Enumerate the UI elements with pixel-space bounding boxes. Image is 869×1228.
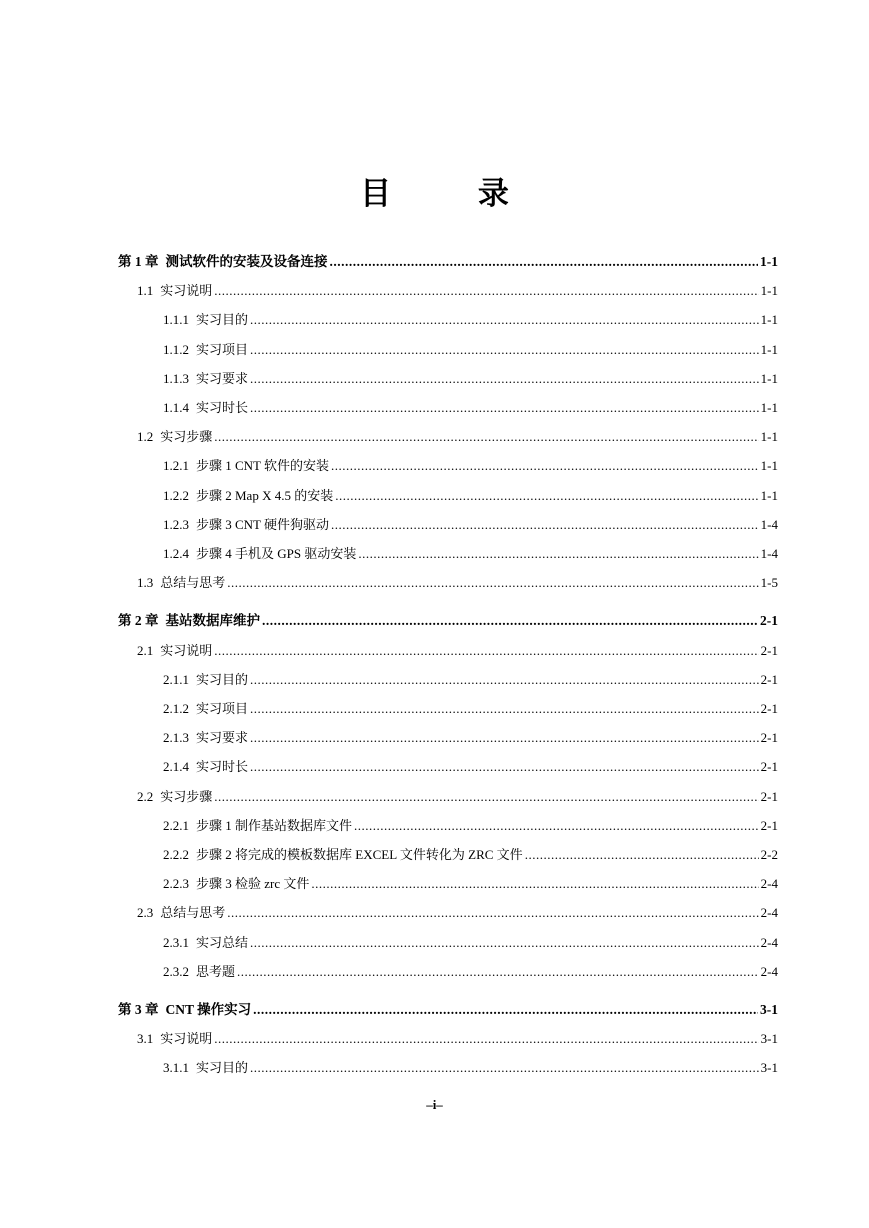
toc-entry-number: 1.3 bbox=[137, 575, 154, 590]
toc-entry-title: 步骤 3 检验 zrc 文件 bbox=[196, 876, 310, 891]
toc-entry-title: 总结与思考 bbox=[160, 575, 226, 590]
toc-dot-leader bbox=[250, 370, 759, 388]
toc-subsection-entry[interactable] bbox=[163, 311, 778, 329]
toc-subsection-entry[interactable] bbox=[163, 934, 778, 952]
toc-entry-number: 2.2.2 bbox=[163, 847, 189, 862]
toc-entry-page: 3-1 bbox=[760, 1031, 778, 1046]
toc-section-entry[interactable] bbox=[137, 282, 778, 300]
toc-entry-page: 1-1 bbox=[760, 283, 778, 298]
toc-entry-number: 2.3.2 bbox=[163, 964, 189, 979]
toc-subsection-entry[interactable] bbox=[163, 875, 778, 893]
toc-subsection-entry[interactable] bbox=[163, 370, 778, 388]
toc-entry-title: 实习项目 bbox=[196, 701, 249, 716]
toc-dot-leader bbox=[335, 487, 758, 505]
toc-section-entry[interactable] bbox=[137, 642, 778, 660]
toc-subsection-entry[interactable] bbox=[163, 846, 778, 864]
toc-entry-title: 实习项目 bbox=[196, 342, 249, 357]
toc-entry-page: 2-1 bbox=[760, 643, 778, 658]
toc-entry-page: 1-1 bbox=[760, 342, 778, 357]
toc-entry-number: 第 1 章 bbox=[118, 254, 159, 269]
toc-entry-number: 1.2.1 bbox=[163, 458, 189, 473]
toc-entry-number: 1.1.1 bbox=[163, 312, 189, 327]
toc-chapter-entry[interactable] bbox=[118, 253, 778, 271]
toc-dot-leader bbox=[250, 758, 759, 776]
toc-entry-title: 实习步骤 bbox=[160, 789, 213, 804]
toc-entry-title: 实习目的 bbox=[196, 672, 249, 687]
toc-entry-page: 2-1 bbox=[760, 730, 778, 745]
toc-dot-leader bbox=[250, 1059, 759, 1077]
toc-entry-title: 实习要求 bbox=[196, 730, 249, 745]
toc-entry-page: 1-1 bbox=[760, 312, 778, 327]
toc-entry-number: 2.3.1 bbox=[163, 935, 189, 950]
toc-entry-page: 1-5 bbox=[760, 575, 778, 590]
toc-dot-leader bbox=[250, 934, 759, 952]
toc-section-entry[interactable] bbox=[137, 788, 778, 806]
toc-subsection-entry[interactable] bbox=[163, 516, 778, 534]
toc-dot-leader bbox=[311, 875, 758, 893]
toc-section-entry[interactable] bbox=[137, 1030, 778, 1048]
toc-entry-page: 2-4 bbox=[760, 876, 778, 891]
toc-subsection-entry[interactable] bbox=[163, 487, 778, 505]
toc-entry-page: 2-4 bbox=[760, 964, 778, 979]
toc-dot-leader bbox=[214, 428, 758, 446]
toc-entry-number: 2.1.4 bbox=[163, 759, 189, 774]
toc-entry-title: 实习时长 bbox=[196, 759, 249, 774]
toc-entry-title: 思考题 bbox=[196, 964, 236, 979]
toc-dot-leader bbox=[250, 399, 759, 417]
toc-entry-title: 实习说明 bbox=[160, 1031, 213, 1046]
toc-dot-leader bbox=[227, 904, 758, 922]
toc-entry-page: 2-1 bbox=[760, 818, 778, 833]
toc-entry-title: 步骤 3 CNT 硬件狗驱动 bbox=[196, 517, 330, 532]
toc-entry-number: 2.2.3 bbox=[163, 876, 189, 891]
toc-entry-number: 2.1.2 bbox=[163, 701, 189, 716]
toc-dot-leader bbox=[330, 253, 759, 271]
toc-entry-page: 2-1 bbox=[760, 759, 778, 774]
toc-dot-leader bbox=[525, 846, 759, 864]
toc-subsection-entry[interactable] bbox=[163, 457, 778, 475]
toc-entry-number: 2.1 bbox=[137, 643, 154, 658]
toc-entry-title: 基站数据库维护 bbox=[165, 613, 260, 628]
toc-subsection-entry[interactable] bbox=[163, 545, 778, 563]
toc-dot-leader bbox=[227, 574, 758, 592]
toc-subsection-entry[interactable] bbox=[163, 729, 778, 747]
toc-entry-title: 实习总结 bbox=[196, 935, 249, 950]
toc-entry-number: 1.1.3 bbox=[163, 371, 189, 386]
toc-section-entry[interactable] bbox=[137, 574, 778, 592]
toc-entry-page: 2-1 bbox=[760, 701, 778, 716]
toc-dot-leader bbox=[250, 671, 759, 689]
toc-entry-title: 步骤 2 将完成的模板数据库 EXCEL 文件转化为 ZRC 文件 bbox=[196, 847, 523, 862]
toc-entry-title: 测试软件的安装及设备连接 bbox=[165, 254, 328, 269]
toc-entry-title: 实习目的 bbox=[196, 312, 249, 327]
toc-entry-title: 步骤 4 手机及 GPS 驱动安装 bbox=[196, 546, 357, 561]
toc-chapter-entry[interactable] bbox=[118, 612, 778, 630]
toc-entry-number: 2.2.1 bbox=[163, 818, 189, 833]
toc-entry-number: 1.1 bbox=[137, 283, 154, 298]
toc-dot-leader bbox=[250, 341, 759, 359]
toc-dot-leader bbox=[331, 457, 759, 475]
toc-entry-number: 2.2 bbox=[137, 789, 154, 804]
toc-entry-page: 1-1 bbox=[760, 488, 778, 503]
toc-subsection-entry[interactable] bbox=[163, 758, 778, 776]
page-title: 目 录 bbox=[360, 176, 537, 212]
toc-entry-page: 2-4 bbox=[760, 905, 778, 920]
toc-dot-leader bbox=[354, 817, 759, 835]
toc-dot-leader bbox=[253, 1001, 758, 1019]
toc-section-entry[interactable] bbox=[137, 428, 778, 446]
toc-entry-page: 1-1 bbox=[760, 429, 778, 444]
toc-entry-page: 2-1 bbox=[760, 789, 778, 804]
toc-entry-page: 1-4 bbox=[760, 517, 778, 532]
toc-dot-leader bbox=[331, 516, 759, 534]
toc-entry-page: 2-4 bbox=[760, 935, 778, 950]
toc-subsection-entry[interactable] bbox=[163, 341, 778, 359]
toc-dot-leader bbox=[214, 788, 758, 806]
toc-entry-page: 3-1 bbox=[760, 1002, 778, 1017]
toc-entry-title: 实习说明 bbox=[160, 283, 213, 298]
toc-entry-number: 1.1.2 bbox=[163, 342, 189, 357]
toc-entry-page: 1-1 bbox=[760, 254, 778, 269]
page-number: –i– bbox=[426, 1097, 443, 1112]
toc-entry-page: 1-1 bbox=[760, 400, 778, 415]
toc-entry-title: 实习步骤 bbox=[160, 429, 213, 444]
toc-subsection-entry[interactable] bbox=[163, 671, 778, 689]
toc-entry-title: 步骤 1 CNT 软件的安装 bbox=[196, 458, 330, 473]
toc-dot-leader bbox=[214, 282, 758, 300]
toc-dot-leader bbox=[250, 311, 759, 329]
toc-chapter-entry[interactable] bbox=[118, 1001, 778, 1019]
toc-dot-leader bbox=[262, 612, 758, 630]
toc-entry-page: 2-2 bbox=[760, 847, 778, 862]
toc-entry-title: 实习说明 bbox=[160, 643, 213, 658]
toc-subsection-entry[interactable] bbox=[163, 1059, 778, 1077]
toc-dot-leader bbox=[237, 963, 759, 981]
toc-entry-number: 2.1.3 bbox=[163, 730, 189, 745]
toc-entry-page: 1-1 bbox=[760, 458, 778, 473]
toc-entry-page: 3-1 bbox=[760, 1060, 778, 1075]
toc-entry-number: 1.2.3 bbox=[163, 517, 189, 532]
toc-entry-page: 1-4 bbox=[760, 546, 778, 561]
toc-dot-leader bbox=[358, 545, 758, 563]
toc-entry-title: 实习要求 bbox=[196, 371, 249, 386]
toc-entry-title: 实习目的 bbox=[196, 1060, 249, 1075]
toc-dot-leader bbox=[214, 1030, 758, 1048]
toc-section-entry[interactable] bbox=[137, 904, 778, 922]
toc-subsection-entry[interactable] bbox=[163, 817, 778, 835]
toc-subsection-entry[interactable] bbox=[163, 700, 778, 718]
toc-entry-number: 3.1 bbox=[137, 1031, 154, 1046]
toc-entry-page: 2-1 bbox=[760, 613, 778, 628]
toc-entry-number: 第 3 章 bbox=[118, 1002, 159, 1017]
toc-entry-title: 实习时长 bbox=[196, 400, 249, 415]
toc-entry-number: 2.1.1 bbox=[163, 672, 189, 687]
toc-entry-number: 1.2.4 bbox=[163, 546, 189, 561]
toc-entry-page: 2-1 bbox=[760, 672, 778, 687]
toc-entry-number: 1.2.2 bbox=[163, 488, 189, 503]
toc-dot-leader bbox=[250, 700, 759, 718]
toc-entry-number: 第 2 章 bbox=[118, 613, 159, 628]
toc-dot-leader bbox=[250, 729, 759, 747]
toc-entry-title: CNT 操作实习 bbox=[165, 1002, 252, 1017]
toc-subsection-entry[interactable] bbox=[163, 399, 778, 417]
toc-entry-number: 1.1.4 bbox=[163, 400, 189, 415]
toc-entry-title: 步骤 1 制作基站数据库文件 bbox=[196, 818, 353, 833]
toc-entry-title: 步骤 2 Map X 4.5 的安装 bbox=[196, 488, 334, 503]
toc-subsection-entry[interactable] bbox=[163, 963, 778, 981]
toc-entry-title: 总结与思考 bbox=[160, 905, 226, 920]
toc-entry-number: 1.2 bbox=[137, 429, 154, 444]
toc-entry-number: 3.1.1 bbox=[163, 1060, 189, 1075]
toc-dot-leader bbox=[214, 642, 758, 660]
toc-entry-number: 2.3 bbox=[137, 905, 154, 920]
toc-entry-page: 1-1 bbox=[760, 371, 778, 386]
